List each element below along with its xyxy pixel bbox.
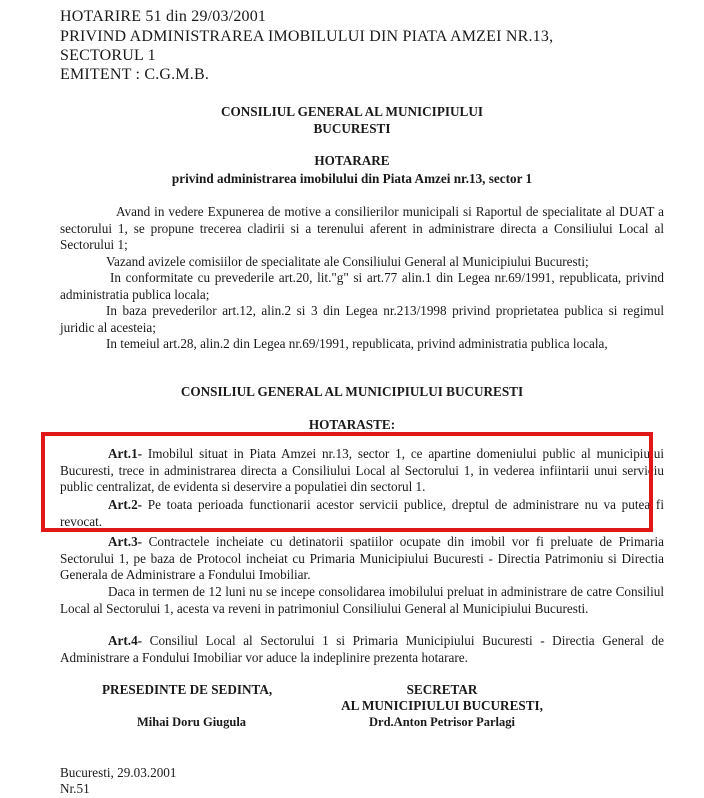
- secretary-organization: AL MUNICIPIULUI BUCURESTI,: [341, 698, 543, 713]
- article-1-label: Art.1-: [108, 446, 143, 461]
- header-line-1: HOTARIRE 51 din 29/03/2001: [60, 8, 267, 25]
- article-2-text: Pe toata perioada functionarii acestor servicii publice, dreptul de administrare nu va putea fi revocat.: [60, 497, 664, 529]
- council-heading: CONSILIUL GENERAL AL MUNICIPIULUI BUCURESTI: [180, 384, 524, 399]
- preamble-paragraph-3: In conformitate cu prevederile art.20, lit."g" si art.77 alin.1 din Legea nr.69/1991, republicata, privind administratia publica locala;: [60, 270, 664, 302]
- preamble-paragraph-1: Avand in vedere Expunerea de motive a consilierilor municipali si Raportul de specialitate al DUAT a sectorului 1, se propune trecerea cladirii si a terenului aferent in administrare directa a Consiliului Local al Sectorului 1;: [60, 204, 664, 252]
- preamble-paragraph-4: In baza prevederilor art.12, alin.2 si 3 din Legea nr.213/1998 privind proprietatea publica si regimul juridic al acesteia;: [60, 303, 664, 335]
- decides-heading: HOTARASTE:: [308, 417, 396, 432]
- secretary-name: Drd.Anton Petrisor Parlagi: [369, 715, 515, 729]
- president-title: PRESEDINTE DE SEDINTA,: [102, 682, 273, 697]
- article-3-text: Contractele incheiate cu detinatorii spatiilor ocupate din imobil vor fi preluate de Primaria Sectorului 1, pe baza de Protocol incheiat cu Primaria Municipiului Bucuresti - Directia Patrimoniu si Directia Generala de Administrare a Fondului Imobiliar.: [60, 534, 664, 582]
- header-line-4: EMITENT : C.G.M.B.: [60, 66, 210, 83]
- article-3-paragraph-2: Daca in termen de 12 luni nu se incepe consolidarea imobilului preluat in administrare de catre Consiliul Local al Sectorului 1, acesta va reveni in patrimoniul Consiliului General al Municipiului Bucuresti.: [60, 584, 664, 616]
- president-name: Mihai Doru Giugula: [137, 715, 247, 729]
- document-number: Nr.51: [60, 781, 90, 796]
- header-line-3: SECTORUL 1: [60, 47, 156, 64]
- article-1-text: Imobilul situat in Piata Amzei nr.13, sector 1, ce apartine domeniului public al municipiului Bucuresti, trece in administrarea directa a Consiliului Local al Sectorului 1, in vederea infiintarii unui serviciu public centralizat, de evidenta si deservire a populatiei din sectorul 1.: [60, 446, 664, 494]
- council-name-line-1: CONSILIUL GENERAL AL MUNICIPIULUI: [221, 104, 483, 119]
- article-3-label: Art.3-: [108, 534, 143, 549]
- decision-subtitle: privind administrarea imobilului din Piata Amzei nr.13, sector 1: [171, 171, 533, 186]
- article-2-label: Art.2-: [108, 497, 143, 512]
- article-3: [60, 534, 664, 584]
- decision-title: HOTARARE: [314, 153, 390, 168]
- council-name-line-2: BUCURESTI: [313, 121, 391, 136]
- article-4-text: Consiliul Local al Sectorului 1 si Primaria Municipiului Bucuresti - Directia General de Administrare a Fondului Imobiliar vor aduce la indeplinire prezenta hotarare.: [60, 633, 664, 665]
- article-4: [60, 633, 664, 666]
- preamble-paragraph-2: Vazand avizele comisiilor de specialitate ale Consiliului General al Municipiului Bucuresti;: [106, 254, 589, 269]
- header-line-2: PRIVIND ADMINISTRAREA IMOBILULUI DIN PIATA AMZEI NR.13,: [60, 28, 554, 45]
- place-date: Bucuresti, 29.03.2001: [60, 765, 177, 780]
- article-4-label: Art.4-: [108, 633, 143, 648]
- highlight-box: [41, 432, 653, 532]
- preamble-paragraph-5: In temeiul art.28, alin.2 din Legea nr.69/1991, republicata, privind administratia publica locala,: [106, 336, 608, 351]
- secretary-title: SECRETAR: [406, 682, 478, 697]
